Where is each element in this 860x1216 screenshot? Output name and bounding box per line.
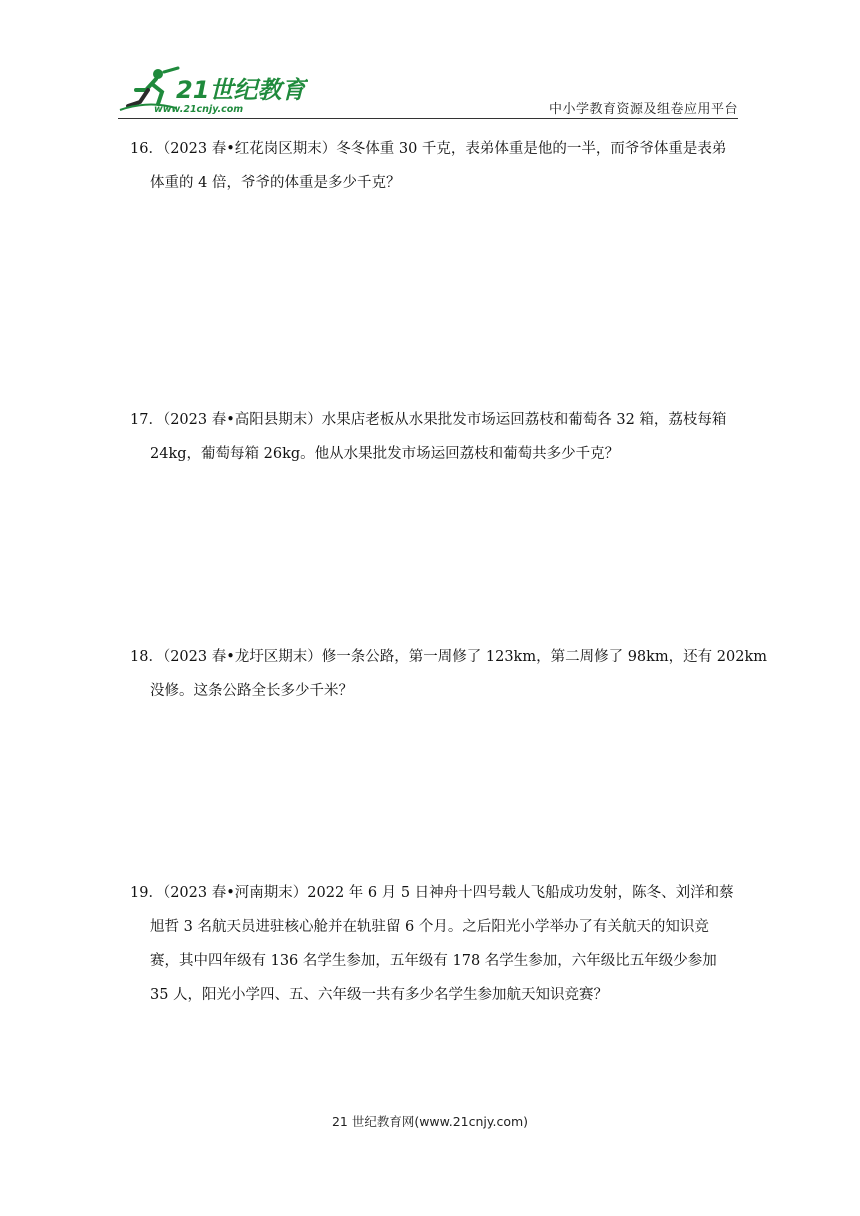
question-line: 没修。这条公路全长多少千米？ [150, 683, 353, 699]
question-line: 16．（2023 春•红花岗区期末）冬冬体重 30 千克，表弟体重是他的一半，而爷爷体重是表弟 [130, 141, 727, 157]
question-line: 赛，其中四年级有 136 名学生参加，五年级有 178 名学生参加，六年级比五年级少参加 [150, 953, 717, 969]
question-line: 19．（2023 春•河南期末）2022 年 6 月 5 日神舟十四号载人飞船成功发射，陈冬、刘洋和蔡 [130, 885, 734, 901]
question-19 [130, 876, 732, 1012]
page-footer: 21 世纪教育网(www.21cnjy.com) [331, 1114, 529, 1129]
question-line: 18．（2023 春•龙圩区期末）修一条公路，第一周修了 123km，第二周修了 98km，还有 202km [130, 649, 767, 665]
question-line: 旭哲 3 名航天员进驻核心舱并在轨驻留 6 个月。之后阳光小学举办了有关航天的知识竞 [150, 919, 709, 935]
question-17 [130, 403, 732, 471]
logo-url-text: www.21cnjy.com [154, 104, 244, 115]
question-line: 体重的 4 倍，爷爷的体重是多少千克？ [150, 175, 401, 191]
header-divider [118, 118, 738, 119]
question-line: 17．（2023 春•高阳县期末）水果店老板从水果批发市场运回荔枝和葡萄各 32 箱，荔枝每箱 [130, 412, 727, 428]
page-header [118, 64, 738, 120]
question-18 [130, 640, 767, 708]
question-line: 35 人，阳光小学四、五、六年级一共有多少名学生参加航天知识竞赛？ [150, 987, 609, 1003]
logo-text: 21世纪教育 [176, 76, 306, 104]
question-16 [130, 132, 732, 200]
header-right-text: 中小学教育资源及组卷应用平台 [548, 102, 738, 117]
logo-21cnjy [118, 64, 308, 116]
question-line: 24kg，葡萄每箱 26kg。他从水果批发市场运回荔枝和葡萄共多少千克？ [150, 446, 620, 462]
